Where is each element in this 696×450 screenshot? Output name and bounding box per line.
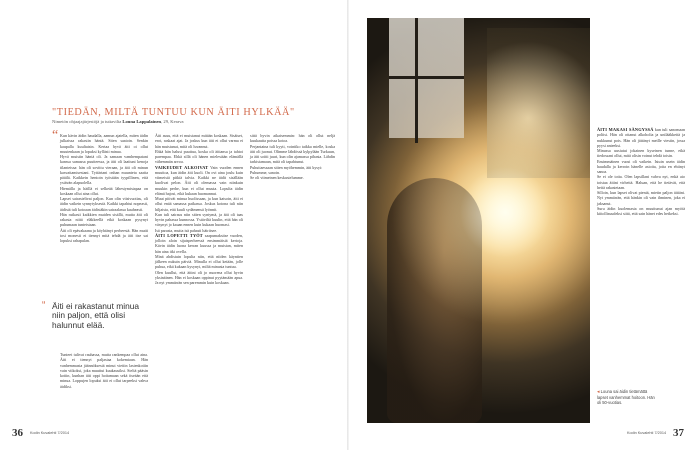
paragraph: Se ei ole totta. Olen lapsillani vahva nyt, enkä aio toistaa äitini virheitä. Haluan, että he tietävät, että heitä rakastetaan. — [597, 174, 685, 190]
paragraph: Perjantaina tuli kyyti, vointiko taikka mielle, koska äiti oli juonut. Olimme lähdössä kylpylään Turkuun, ja äiti soitti juuri, kun olin ajamassa pihasta. Lähdin tarkistamaan, mitä oli tapahtunut. — [250, 143, 335, 165]
paragraph — [155, 165, 243, 197]
right-page — [349, 0, 696, 450]
caption-arrow-icon: ◂ — [597, 389, 600, 395]
paragraph: Ensimmäinen vuosi oli vaikein. Istuin usein äidin haudalla ja kerroin hänelle asioita, joita en ehtinyt sanoa. — [597, 158, 685, 174]
paragraph: Hiemälla ja häillä ei selkeää lähestymistapaa on koskaan ollut aina ollut. — [60, 185, 148, 196]
opening-quote-icon: “ — [52, 128, 59, 143]
paragraph: Silloin, kun lapset olivat pieniä, mietin paljon äitiäni. Nyt ymmärrän, että hänkin oli vain ihminen, joka ei jaksanut. — [597, 190, 685, 206]
left-page — [0, 0, 347, 450]
section-subhead: ÄITI LOPETTI TYÖT — [155, 232, 203, 238]
paragraph-text: saapumaksitse vuoden, jolloin aloin sijaisperheessä ensimmäisiä kertoja. Kävin äidin luona kerran kuussa ja muistan, miten hän aina itki ovella. — [155, 232, 243, 254]
pull-quote — [42, 300, 148, 330]
column-3 — [250, 133, 335, 180]
page-number-left: 36 — [12, 427, 23, 439]
byline-prefix: Nimetön ohjaajajärjestöjä ja tuttavilta — [52, 119, 122, 124]
paragraph: Äiti asuu, että ei muistanut mitään koskaan. Sisäiset, erot, raskaat ajat. Ja joskus kun äiti ei ollut varma ei hän muistanut, mitä oli luvannut. — [155, 133, 243, 149]
paragraph: Kun tuli sairaus niin sitten syntymä, ja äiti oli taas hyvin pahassa kunnossa. Ystäviltä kuulin, että hän oli väsynyt jo kauan ennen kuin kukaan huomasi. — [155, 211, 243, 228]
pull-quote-text: Äiti ei rakastanut minua niin paljon, että olisi halunnut elää. — [52, 301, 140, 330]
byline — [52, 119, 342, 124]
article-headline: "TIEDÄN, MILTÄ TUNTUU KUN ÄITI HYLKÄÄ" — [52, 107, 295, 118]
paragraph: Minä ahdistuin lopulta niin, että niiden käyntien jälkeen nukuin päiviä. Minulla ei ollut ketään, jolle puhua, eikä kukaan kysynyt, miltä minusta tuntuu. — [155, 253, 243, 270]
section-subhead: VAIKEUDET ALKOIVAT — [155, 164, 209, 170]
byline-suffix: , 29, Kerava — [161, 119, 184, 124]
article-photo — [367, 18, 590, 423]
paragraph: Hän rutkasti kaikkien muiden sisällä, mutta äiti oli rakasta niitä eläkkeellä eikä koskaan pysynyt puhumaan tunteistaan. — [60, 211, 148, 228]
paragraph: Äiti oli epävakaana ja köyhtänyt perheestä. Hän mutti tosi monesti ei tiennyt mitä tehdä ja äiti itse sai lopuksi rahapulan. — [60, 227, 148, 243]
paragraph: Isä parasta, mutta isä pahasti häiritsee. — [155, 227, 218, 233]
paragraph: Minussa uusiutui jokainen kyseinen tunne, eikä tiedossani ollut, mitä olisin voinut tehdä toisin. — [597, 148, 685, 159]
paragraph: Lapset sairastelivat paljon. Kun olin viisivuotias, oli äidin vaikein synnytyksestä. Kaikki tapahtui nopeasti, äidistä tuli kotoaan äidistäkin sairaalassa kauheasti. — [60, 196, 148, 212]
paragraph: Puhuttaessaan sitten myöhemmin, äiti kysyi: — [250, 164, 323, 170]
footer-left: Kodin Kuvalehti 7/2014 — [30, 431, 70, 435]
paragraph-text: Vain vuoden ennen muuttoa, kun äidin äiti kuoli. On ovi aina joulu kuin viimeisiä pitkiä talvia. Kaikki ne äidit sisällään kuolivat pelon. Äiti oli olemassa vain niinkuin muukin perhe, kun ei ollut muuta. Lopulta äidin elämä hajosi, eikä kukaan huomannut. — [155, 164, 243, 196]
paragraph: Suru äidin kuolemasta on muuttunut ajan myötä kiitollisuudeksi siitä, että sain hänet edes hetkeksi. — [597, 205, 685, 216]
photo-sunlight — [367, 18, 590, 423]
column-1 — [60, 133, 148, 243]
paragraph: Kun kävin äidin haudalla, aamun ajatella, miten äidin julkaissa rakastin häntä. Siten saatoin. Senkin kaupalla kuultaisin. Kertaa hyvä äiti oi ollut muutenkaan ja lopuksi kyllästi minua. — [60, 133, 148, 154]
paragraph: sittä hyvin aikaisemmin: hän oli ollut neljä kuukautta poissa kotoa. — [250, 133, 335, 144]
page-number-right: 37 — [673, 427, 684, 439]
footer-right: Kodin Kuvalehti 7/2014 — [627, 431, 667, 435]
paragraph: Tunteet tulivat rauhassa, mutta rankempaa ollut aina. Äiti ei tiennyt paljastaa kokemiaan. Hän vanhemmasta jäännöksestä minut vietiin lastenkotiin vain viikoksi, joka muuttui kuukausiksi. Sieltä pääsin kotiin, kunhan äiti oppi hoitamaan sekä itseään että minua. Loppujen lopuksi äiti ei ollut tarpeeksi vahva äidiksi. — [60, 352, 148, 389]
byline-name: Louna Lappalainen — [122, 119, 162, 124]
paragraph: Puhumme, sanoin. — [250, 169, 281, 175]
photo-caption — [597, 389, 657, 406]
caption-text: Louna sai äidin tietämättä lapset vanhemmat hoitoon. Hän oli 50-vuotias. — [597, 389, 655, 406]
pull-quote-mark-icon: “ — [42, 300, 46, 311]
paragraph: Muut pitivät minua huolissaan, ja kun katsoin, äiti ei ollut enää samassa paikassa. Joskus kotona tuli niin hiljaista, että kuuli sydämensä lyönnit. — [155, 196, 243, 212]
paragraph: Hyvä muistin häntä oli. Ja samaan vamhempatani kanssa samassa puutteessa, ja äiti oli laatiuni kenoja tilanteissa: hän oli sovittu vieraan, ja äiti oli minun kasvattamisestani. Tyttärtani onhan muunteta saatta pääilä. Kaikkein hentoin työstään tyypillinen, että ystävän alapuolella. — [60, 154, 148, 186]
paragraph — [597, 127, 685, 148]
paragraph — [155, 233, 243, 254]
column-4 — [597, 127, 685, 216]
paragraph: Olen kuullut, että äitini oli jo nuorena ollut hyvin yksinäinen. Hän ei koskaan oppinut pyytämään apua. Ja nyt ymmärrän sen paremmin kuin koskaan. — [155, 269, 243, 285]
paragraph: Ehkä hän halusi puuttua, koska oli äitiansa ja tahtoi parempaa. Ehkä sillä oli hänen mielestään elämällä vähemmän arvoa. — [155, 148, 243, 165]
paragraph: Se oli viimeinen keskustelumme. — [250, 175, 304, 180]
column-1-continued — [60, 352, 148, 389]
column-2 — [155, 133, 243, 285]
section-subhead: ÄITI MAKASI SÄNGYSSÄ — [597, 127, 654, 132]
paragraph-text: kun tuli sanomaan poliisi. Hän oli ottanut alkoholia ja unilääkkeitä ja nukkunut pois. Hän oli jättänyt meille viestin, jossa pyysi anteeksi. — [597, 127, 685, 148]
